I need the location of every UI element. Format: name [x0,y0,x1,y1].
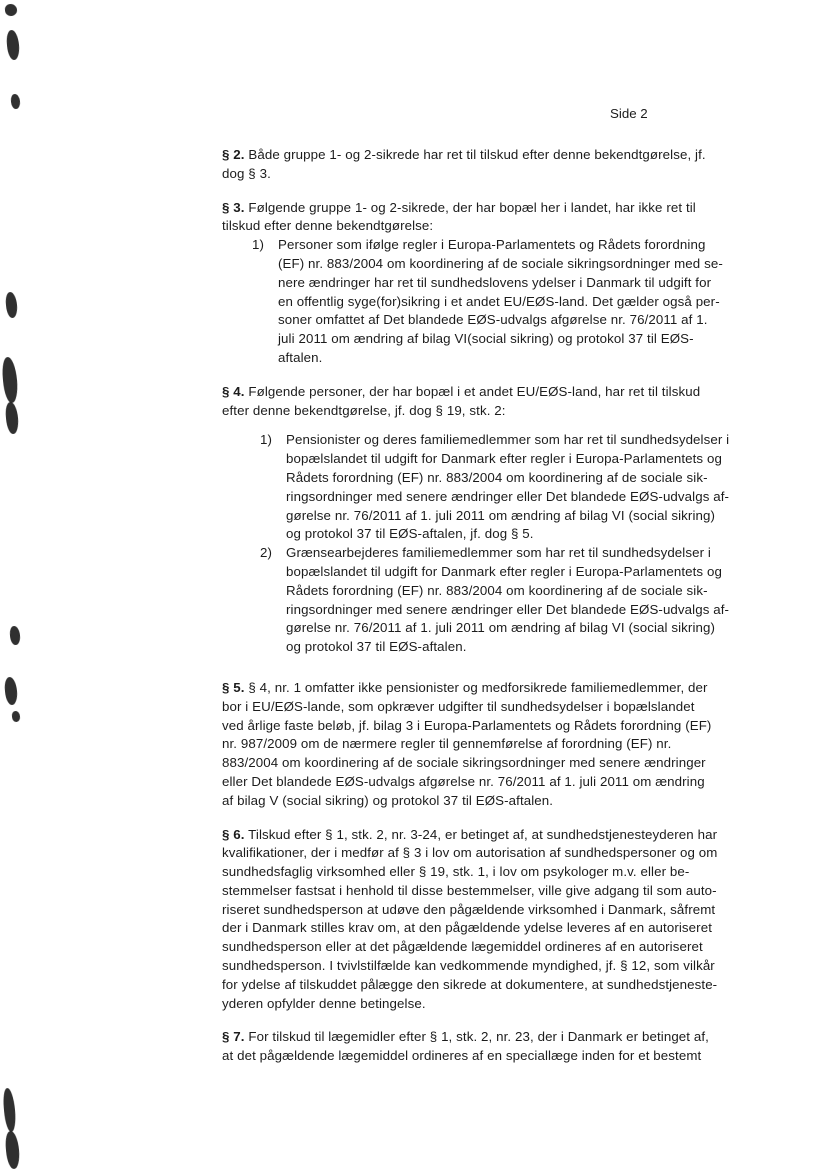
scan-artifact [12,711,21,723]
section-paragraph: § 2. Både gruppe 1- og 2-sikrede har ret til tilskud efter denne bekendtgørelse, jf. dog § 3. [222,147,706,181]
list-item-text: Grænsearbejderes familiemedlemmer som har ret til sundhedsydelser i bopælslandet til udgift for Danmark efter regler i Europa-Parlamentets og Rådets forordning (EF) nr. 883/2004 om koordinering af de sociale sik- ringsordninger med senere ændringer eller Det blandede EØS-udvalgs af- gørelse nr. 76/2011 af 1. juli 2011 om ændring af bilag VI (social sikring) og protokol 37 til EØS-aftalen. [286,545,730,655]
page-number-header: Side 2 [610,106,648,121]
section-number: § 3. [222,199,245,215]
section-number: § 5. [222,679,245,695]
scan-artifact [4,1131,20,1170]
section-number: § 2. [222,147,245,162]
section-paragraph: § 6. Tilskud efter § 1, stk. 2, nr. 3-24, er betinget af, at sundhedstjenesteyderen har kvalifikationer, der i medfør af § 3 i lov om autorisation af sundhedspersoner og om sundhedsfaglig virksomhed eller § 19, stk. 1, i lov om psykologer m.v. eller be- stemmelser fastsat i henhold til disse bestemmelser, ville give adgang til som auto- riseret sundhedsperson at udøve den pågældende virksomhed i Danmark, såfremt der i Danmark stilles krav om, at den pågældende ydelse leveres af en autoriseret sundhedsperson eller at det pågældende lægemiddel ordineres af en autoriseret sundhedsperson. I tvivlstilfælde kan vedkommende myndighed, jf. § 12, som vilkår for ydelse af tilskuddet pålægge den sikrede at dokumentere, at sundhedstjeneste- yderen opfylder denne betingelse. [222,826,718,1011]
scan-artifact [5,292,18,319]
section [222,383,756,657]
section-number: § 6. [222,826,245,842]
scan-artifact [10,94,20,110]
list-item-number: 1) [260,432,273,448]
section-number: § 4. [222,383,245,399]
list-item-number: 2) [260,545,273,561]
section [222,1028,756,1066]
list-item [260,544,756,657]
list-item-text: Pensionister og deres familiemedlemmer som har ret til sundhedsydelser i bopælslandet til udgift for Danmark efter regler i Europa-Parlamentets og Rådets forordning (EF) nr. 883/2004 om koordinering af de sociale sik- ringsordninger med senere ændringer eller Det blandede EØS-udvalgs af- gørelse nr. 76/2011 af 1. juli 2011 om ændring af bilag VI (social sikring) og protokol 37 til EØS-aftalen, jf. dog § 5. [286,432,730,542]
scan-artifact [2,1088,17,1133]
section-paragraph: § 3. Følgende gruppe 1- og 2-sikrede, der har bopæl her i landet, har ikke ret til tilskud efter denne bekendtgørelse: [222,199,696,234]
scan-artifact [1,356,19,403]
section-paragraph: § 5. § 4, nr. 1 omfatter ikke pensionister og medforsikrede familiemedlemmer, der bor i EU/EØS-lande, som opkræver udgifter til sundhedsydelser i bopælslandet ved årlige faste beløb, jf. bilag 3 i Europa-Parlamentets og Rådets forordning (EF) nr. 987/2009 om de nærmere regler til gennemførelse af forordning (EF) nr. 883/2004 om koordinering af de sociale sikringsordninger med senere ændringer eller Det blandede EØS-udvalgs afgørelse nr. 76/2011 af 1. juli 2011 om ændring af bilag V (social sikring) og protokol 37 til EØS-aftalen. [222,679,712,808]
section [222,146,756,184]
scan-artifact [4,3,17,16]
document-body [222,146,756,1081]
scan-artifact [6,30,21,61]
list-item-text: Personer som ifølge regler i Europa-Parlamentets og Rådets forordning (EF) nr. 883/2004 om koordinering af de sociale sikringsordninger med se- nere ændringer har ret til sundhedslovens ydelser i Danmark til udgift for en offentlig syge(for)sikring i et andet EU/EØS-land. Det gælder også per- soner omfattet af Det blandede EØS-udvalgs afgørelse nr. 76/2011 af 1. juli 2011 om ændring af bilag VI(social sikring) og protokol 37 til EØS- aftalen. [278,237,723,365]
section [222,199,756,368]
scan-artifact [9,626,21,646]
section-number: § 7. [222,1029,245,1045]
section [222,679,756,811]
section [222,826,756,1014]
section-paragraph: § 4. Følgende personer, der har bopæl i et andet EU/EØS-land, har ret til tilskud efter denne bekendtgørelse, jf. dog § 19, stk. 2: [222,383,701,418]
scan-artifact [5,402,20,435]
section-paragraph: § 7. For tilskud til lægemidler efter § 1, stk. 2, nr. 23, der i Danmark er betinget af, at det pågældende lægemiddel ordineres af en speciallæge inden for et bestemt [222,1029,709,1064]
ordered-list [260,431,756,657]
list-item-number: 1) [252,237,265,253]
scan-artifact [4,677,18,706]
ordered-list [252,236,756,368]
list-item [252,236,756,368]
list-item [260,431,756,544]
